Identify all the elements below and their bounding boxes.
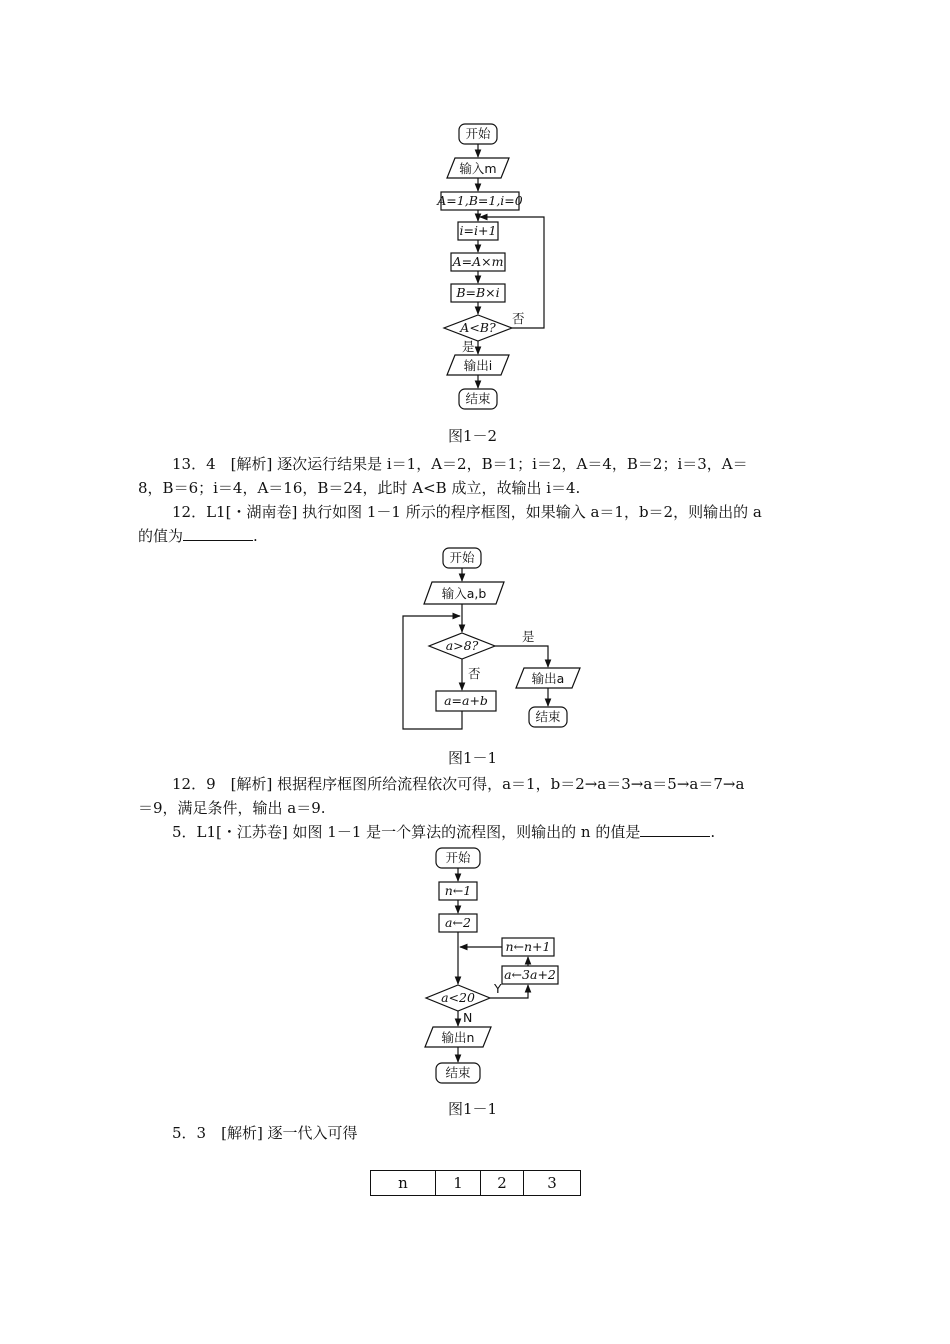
paragraph-12-question <box>138 500 818 548</box>
fc2-cond-text: a>8? <box>445 638 479 653</box>
fc3-init-a-text: a←2 <box>445 915 471 930</box>
fc1-step1-text: i=i+1 <box>459 223 497 238</box>
fc3-init-n-text: n←1 <box>444 883 472 898</box>
flowchart-1 <box>436 124 544 409</box>
paragraph-13-solution <box>138 452 818 500</box>
fc2-caption: 图1－1 <box>448 749 498 767</box>
para2-line2-suffix: . <box>253 527 258 545</box>
answer-blank <box>640 822 710 837</box>
fc1-cond-text: A<B? <box>460 320 496 335</box>
fc3-output-text: 输出n <box>441 1030 475 1045</box>
para1-line2: 8，B＝6；i＝4，A＝16，B＝24，此时 A<B 成立，故输出 i＝4. <box>138 479 581 497</box>
fc1-step2-text: A=A×m <box>452 254 504 269</box>
fc1-output-text: 输出i <box>463 358 493 373</box>
fc2-end-text: 结束 <box>535 709 561 724</box>
fc1-start-text: 开始 <box>465 126 491 141</box>
fc2-input-text: 输入a,b <box>441 586 487 601</box>
fc1-no-label: 否 <box>512 311 525 326</box>
fc3-end-text: 结束 <box>445 1065 471 1080</box>
fc1-init-text: A=1,B=1,i=0 <box>437 193 523 208</box>
table-cell: 3 <box>524 1171 581 1196</box>
fc2-no-label: 否 <box>468 666 481 681</box>
para3-line1: 12．9 [解析] 根据程序框图所给流程依次可得，a＝1，b＝2→a＝3→a＝5→a＝7→a <box>172 775 745 793</box>
result-table <box>370 1170 581 1196</box>
flowchart-2 <box>403 548 580 729</box>
paragraph-5-question <box>138 820 818 844</box>
fc2-step-text: a=a+b <box>444 693 488 708</box>
fc3-cond-text: a<20 <box>441 990 475 1005</box>
fc2-start-text: 开始 <box>449 550 475 565</box>
fc3-start-text: 开始 <box>445 850 471 865</box>
para4-prefix: 5．L1[・江苏卷] 如图 1－1 是一个算法的流程图，则输出的 n 的值是 <box>172 823 641 841</box>
para3-line2: ＝9，满足条件，输出 a＝9. <box>138 799 326 817</box>
fc3-yes-label: Y <box>494 981 502 996</box>
table-row <box>371 1171 581 1196</box>
fc1-caption: 图1－2 <box>448 427 498 445</box>
flowchart-3 <box>425 848 558 1083</box>
para2-line2-prefix: 的值为 <box>138 527 184 545</box>
para1-line1: 13．4 [解析] 逐次运行结果是 i＝1，A＝2，B＝1；i＝2，A＝4，B＝2；i＝3，A＝ <box>172 455 748 473</box>
answer-blank <box>183 526 253 541</box>
paragraph-5-solution <box>138 1121 818 1145</box>
fc3-update-a-text: a←3a+2 <box>504 967 556 982</box>
para2-line1: 12．L1[・湖南卷] 执行如图 1－1 所示的程序框图，如果输入 a＝1，b＝2，则输出的 a <box>172 503 762 521</box>
fc2-yes-label: 是 <box>522 629 535 644</box>
table-cell: n <box>371 1171 436 1196</box>
para5-line1: 5．3 [解析] 逐一代入可得 <box>172 1124 358 1142</box>
table-cell: 1 <box>436 1171 481 1196</box>
fc1-step3-text: B=B×i <box>456 285 500 300</box>
fc1-input-text: 输入m <box>459 161 497 176</box>
fc1-end-text: 结束 <box>465 391 491 406</box>
para4-suffix: . <box>710 823 716 841</box>
fc2-output-text: 输出a <box>531 671 565 686</box>
fc1-yes-label: 是 <box>462 339 475 354</box>
fc3-no-label: N <box>463 1010 473 1025</box>
fc3-update-n-text: n←n+1 <box>505 939 551 954</box>
table-cell: 2 <box>481 1171 524 1196</box>
fc3-caption: 图1－1 <box>448 1100 498 1118</box>
paragraph-12-solution <box>138 772 818 820</box>
